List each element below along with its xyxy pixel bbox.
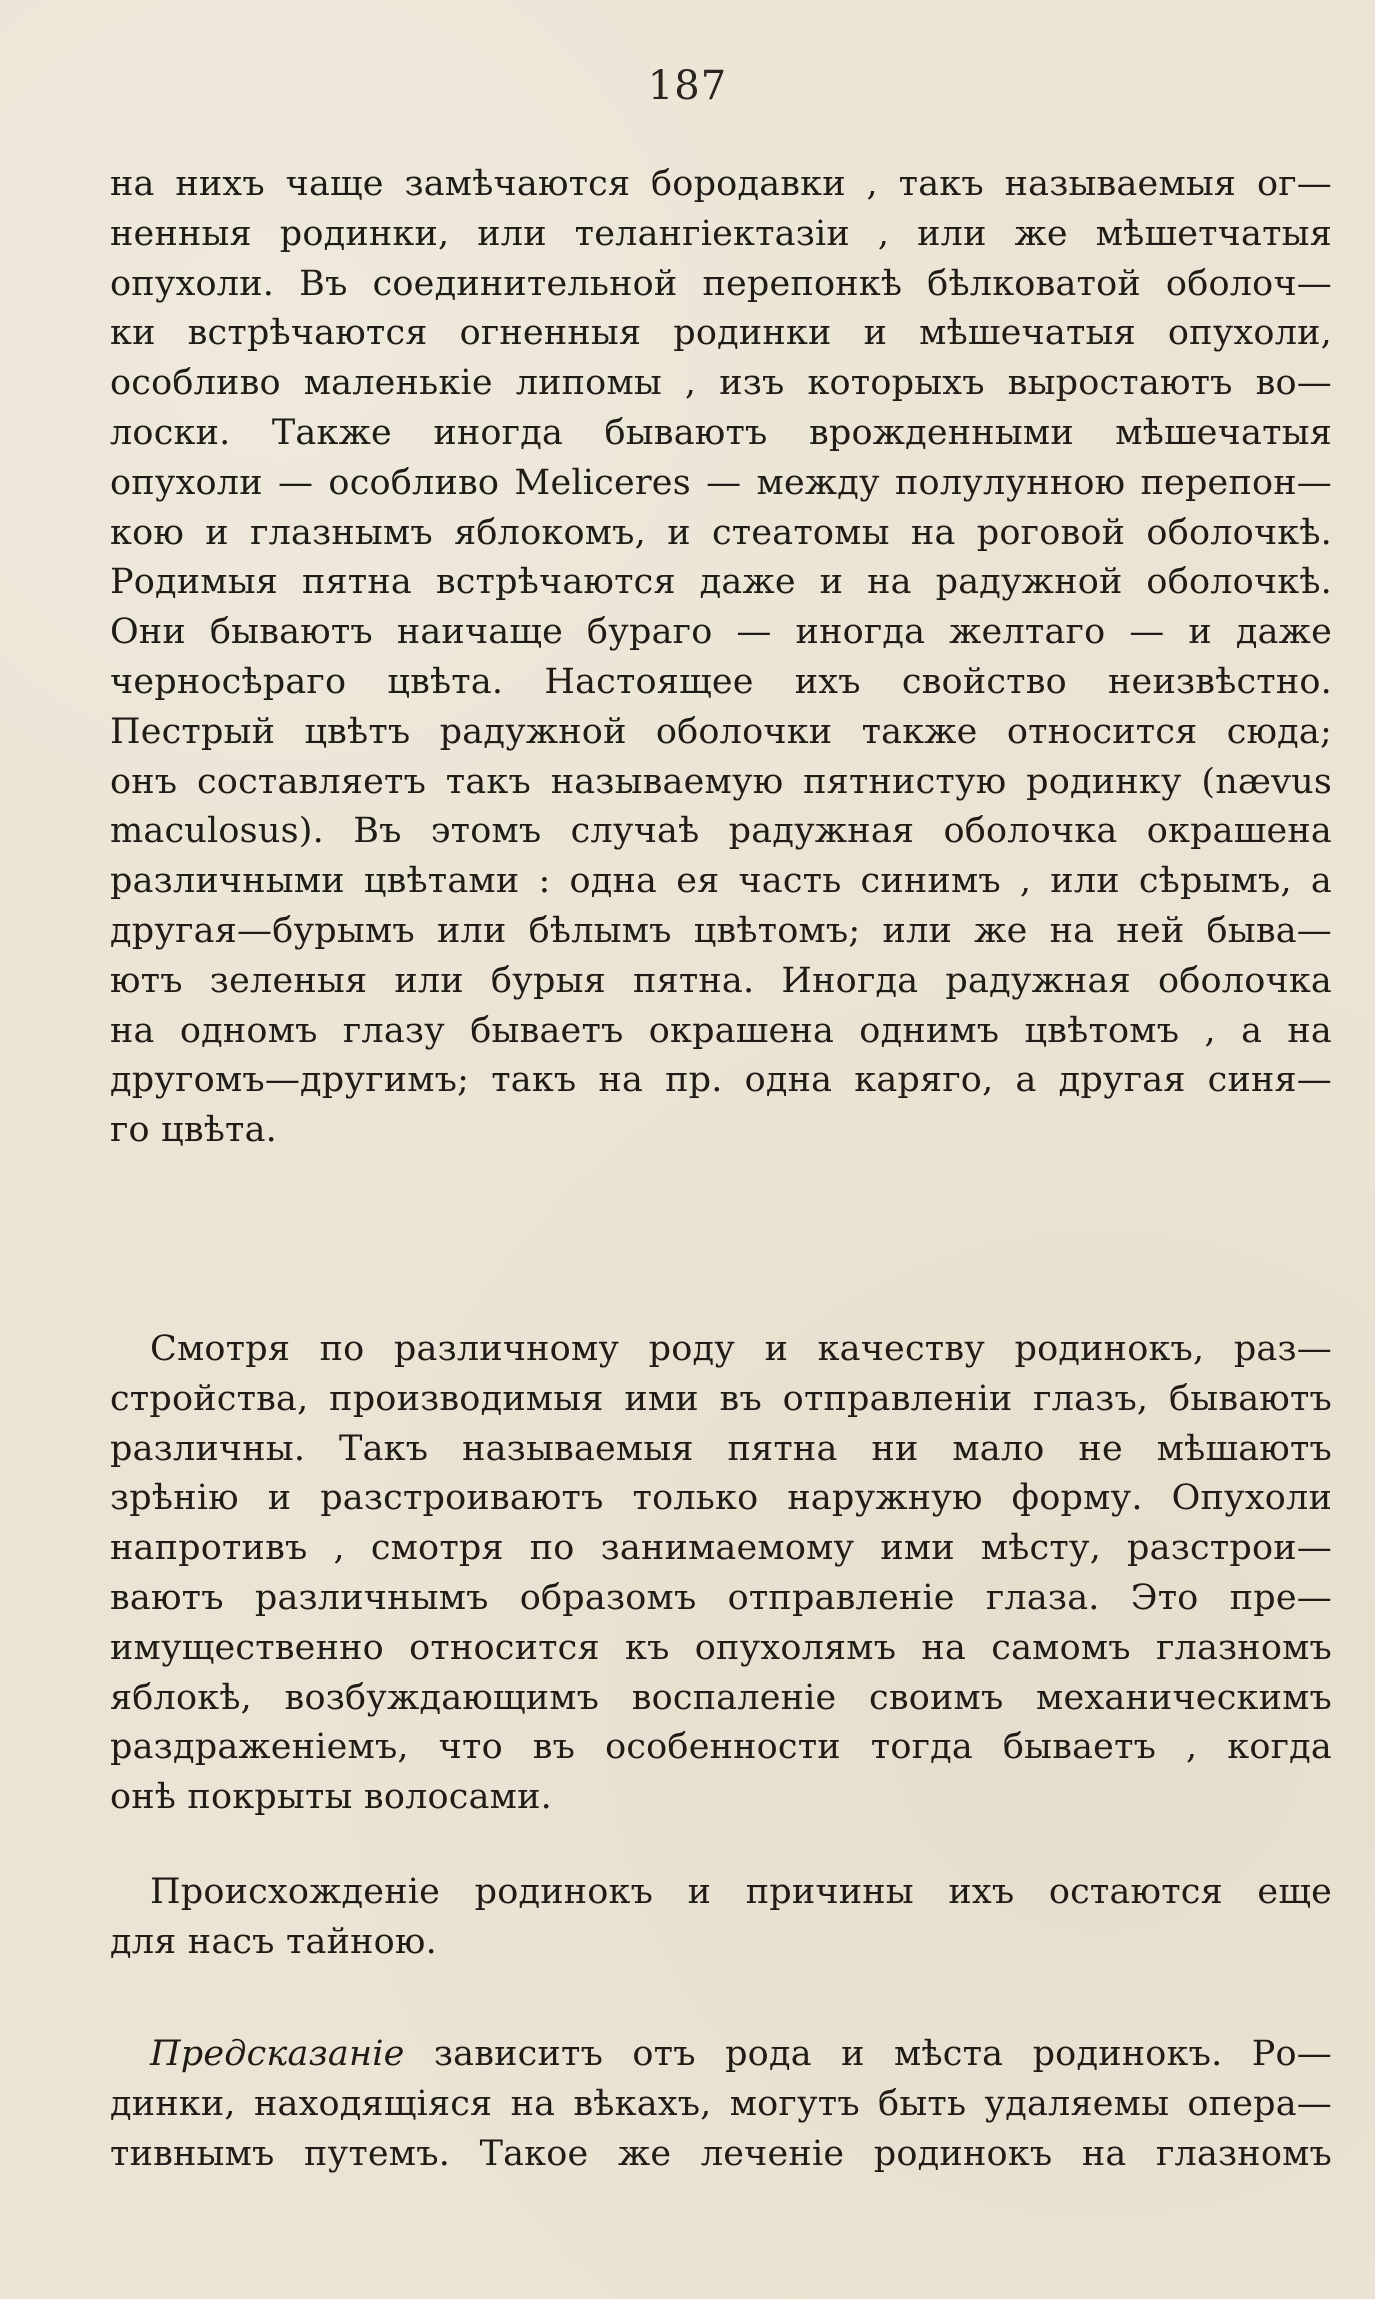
text-line: стройства, производимыя ими въ отправленіи глазъ, бываютъ bbox=[110, 1378, 1332, 1419]
text-line: напротивъ , смотря по занимаемому ими мѣсту, разстрои— bbox=[110, 1528, 1332, 1569]
text-line: ютъ зеленыя или бурыя пятна. Иногда радужная оболочка bbox=[110, 960, 1332, 1001]
text-line: онъ составляетъ такъ называемую пятнистую родинку (nævus bbox=[110, 761, 1332, 802]
text-line: тивнымъ путемъ. Такое же леченіе родинокъ на глазномъ bbox=[110, 2133, 1332, 2174]
text-line: Они бываютъ наичаще бураго — иногда желтаго — и даже bbox=[110, 612, 1332, 653]
text-line: особливо маленькіе липомы , изъ которыхъ выростаютъ во— bbox=[110, 363, 1332, 404]
text-line: Родимыя пятна встрѣчаются даже и на радужной оболочкѣ. bbox=[110, 562, 1332, 603]
text-line: maculosus). Въ этомъ случаѣ радужная оболочка окрашена bbox=[110, 811, 1332, 852]
text-line: яблокѣ, возбуждающимъ воспаленіе своимъ механическимъ bbox=[110, 1677, 1332, 1718]
paragraph-4 bbox=[110, 2030, 1332, 2179]
text-line-tail: зависитъ отъ рода и мѣста родинокъ. Ро— bbox=[404, 2034, 1332, 2074]
text-line: на нихъ чаще замѣчаются бородавки , такъ называемыя ог— bbox=[110, 164, 1332, 204]
page-number: 187 bbox=[647, 63, 728, 109]
paragraph-1 bbox=[110, 160, 1332, 1156]
text-line: различными цвѣтами : одна ея часть синимъ , или сѣрымъ, а bbox=[110, 861, 1332, 902]
text-line: динки, находящіяся на вѣкахъ, могутъ быть удаляемы опера— bbox=[110, 2083, 1332, 2124]
text-line: ки встрѣчаются огненныя родинки и мѣшечатыя опухоли, bbox=[110, 313, 1332, 354]
paragraph-3 bbox=[110, 1868, 1332, 1968]
text-line: другая—бурымъ или бѣлымъ цвѣтомъ; или же на ней быва— bbox=[110, 910, 1332, 951]
text-line: Происхожденіе родинокъ и причины ихъ остаются еще bbox=[150, 1872, 1332, 1912]
text-line: другомъ—другимъ; такъ на пр. одна каряго, а другая синя— bbox=[110, 1060, 1332, 1101]
text-line: для насъ тайною. bbox=[110, 1921, 437, 1962]
text-line: зрѣнію и разстроиваютъ только наружную форму. Опухоли bbox=[110, 1478, 1332, 1519]
text-line: ненныя родинки, или телангіектазіи , или же мѣшетчатыя bbox=[110, 213, 1332, 254]
text-line: Смотря по различному роду и качеству родинокъ, раз— bbox=[150, 1329, 1332, 1369]
text-line-with-italic-lead bbox=[110, 2030, 1332, 2080]
text-line: раздраженіемъ, что въ особенности тогда бываетъ , когда bbox=[110, 1727, 1332, 1768]
text-line: различны. Такъ называемыя пятна ни мало не мѣшаютъ bbox=[110, 1428, 1332, 1469]
text-line: онѣ покрыты волосами. bbox=[110, 1777, 552, 1818]
text-line: опухоли. Въ соединительной перепонкѣ бѣлковатой оболоч— bbox=[110, 263, 1332, 304]
text-line: Пестрый цвѣтъ радужной оболочки также относится сюда; bbox=[110, 711, 1332, 752]
text-line: имущественно относится къ опухолямъ на самомъ глазномъ bbox=[110, 1627, 1332, 1668]
text-line: го цвѣта. bbox=[110, 1110, 278, 1151]
text-line: лоски. Также иногда бываютъ врожденными мѣшечатыя bbox=[110, 412, 1332, 453]
paragraph-2 bbox=[110, 1325, 1332, 1823]
text-line: на одномъ глазу бываетъ окрашена однимъ цвѣтомъ , а на bbox=[110, 1010, 1332, 1051]
italic-heading: Предсказаніе bbox=[150, 2034, 405, 2074]
text-line: кою и глазнымъ яблокомъ, и стеатомы на роговой оболочкѣ. bbox=[110, 512, 1332, 553]
text-line: опухоли — особливо Meliceres — между полулунною перепон— bbox=[110, 462, 1332, 503]
text-line: черносѣраго цвѣта. Настоящее ихъ свойство неизвѣстно. bbox=[110, 661, 1332, 702]
text-line: ваютъ различнымъ образомъ отправленіе глаза. Это пре— bbox=[110, 1577, 1332, 1618]
